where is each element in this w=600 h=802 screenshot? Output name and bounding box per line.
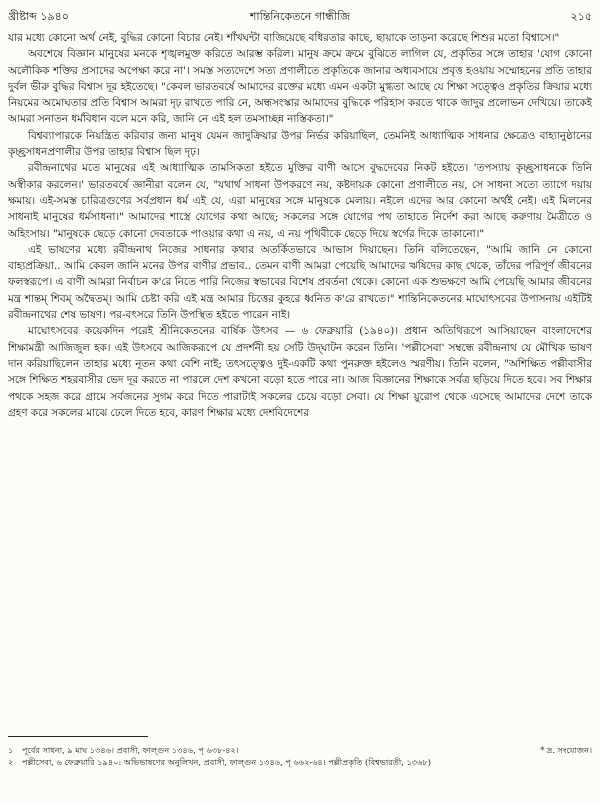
footnotes [8,744,592,768]
header-year: খ্রীষ্টাব্দ ১৯৪০ [8,10,69,23]
paragraph: বিশ্বব্যাপারকে নিয়ন্ত্রিত করিবার জন্য মানুষ যেমন জাদুক্রিয়ার উপর নির্ভর করিয়াছিল, তেমনিই আধ্যাত্মিক সাধনার ক্ষেত্রেও বাহ্যানুষ্ঠানের কৃচ্ছ্রসাধনপ্রণালীর উপর তাহার বিশ্বাস ছিল দৃঢ়। [8,129,592,159]
running-header [8,8,592,26]
footnote-divider [8,736,148,737]
header-title: শান্তিনিকেতনে গান্ধীজি [249,10,351,23]
paragraph: যার মধ্যে কোনো অর্থ নেই, বুদ্ধির কোনো বিচার নেই। শাঁখঘন্টা বাজিয়েছে বধিরতার কাছে, ছায়াকে তাড়না করেছে শিশুর মতো বিশ্বাসে।" [8,32,560,44]
footnote-number: ২ [8,757,14,767]
paragraph: অবশেষে বিজ্ঞান মানুষের মনকে শৃঙ্খলমুক্ত করিতে আরম্ভ করিল। মানুষ ক্রমে ক্রমে বুঝিতে লাগিল যে, প্রকৃতির সঙ্গে তাহার 'যোগ কোনো অলৌকিক শক্তির প্রসাদের অপেক্ষা করে না'। সমস্ত সত্যদেশে সত্য প্রণালীতে প্রকৃতিকে জানার অধ্যবসায়ে প্রবৃত্ত হওয়ায় সম্মোহনের প্রতি তাহার দুর্বল ভীরু বুদ্ধির বিশ্বাস দূর হইতেছে। "কেবল ভারতবর্ষে আমাদের রক্তের মধ্যে এমন একটা মুগ্ধতা আছে যে শিক্ষা সত্ত্বেও প্রকৃতির ক্রিয়ার মধ্যে নিয়মের অমোঘতার প্রতি বিশ্বাস আমরা দৃঢ় রাখতে পারি নে, অন্ধসংস্কার আমাদের বুদ্ধিকে পরিহাস করতে থাকে জাদুর প্রলোভন দেখিয়ে। তাকেই আমরা সনাতন ধর্মবিধান বলে মনে করি, জানি নে এই হল তমসাচ্ছন্ন নাস্তিকতা।" [8,48,592,126]
main-text [8,30,592,730]
footnote-text: পূর্বের সাধনা, ৯ মাঘ ১৩৪৬। প্রবাসী, ফাল্গুন ১৩৪৬, পৃ ৬৩৮-৪২। [22,745,239,755]
paragraph: এই ভাষণের মধ্যে রবীন্দ্রনাথ নিজের সাধনার কথার অতর্কিতভাবে আভাস দিয়াছেন। তিনি বলিতেছেন, "আমি জানি নে কোনো বাহ্যপ্রক্রিয়া.. আমি কেবল জানি মনের উপর বাণীর প্রভাব.. তেমন বাণী আমরা পেয়েছি আমাদের ঋষিদের কাছ থেকে, তাঁদের পরিপূর্ণ জীবনের ফলস্বরূপে। এ বাণী আমরা নির্বাচন ক'রে নিতে পারি নিজের স্বভাবের বিশেষ প্রবর্তনা থেকে। কোনো এক শুভক্ষণে আমি পেয়েছি আমার জীবনের মন্ত্র শান্তম্ শিবম্ অদ্বৈতম্। আমি চেষ্টা করি এই মন্ত্র আমার চিত্তের কুহরে ধ্বনিত ক'রে রাখতে।" শান্তিনিকেতনের মাঘোৎসবের উপাসনায় এইটিই রবীন্দ্রনাথের শেষ ভাষণ। পর-বৎসরে তিনি উপস্থিত হইতে পারেন নাই। [8,243,592,322]
paragraph: রবীন্দ্রনাথের মতে মানুষের এই আধ্যাত্মিক তামসিকতা হইতে মুক্তির বাণী আসে বুদ্ধদেবের নিকট হইতে। 'তপস্যায় কৃচ্ছ্রসাধনকে তিনি অস্বীকার করলেন।' ভারতবর্ষে জ্ঞানীরা বলেন যে, "যথার্থ সাধনা উপকরণে নয়, কষ্টদায়ক কোনো প্রণালীতে নয়, সে সাধনা সত্যে ত্যাগে দয়ায় ক্ষমায়। এই-সমস্ত চারিত্রগুণের সর্বপ্রধান ধর্ম এই যে, এরা মানুষের সঙ্গে মানুষকে মেলায়। নইলে এদের আর কোনো অর্থই নেই। এই মিলনের সাধনাই মানুষের ধর্মসাধনা।" আমাদের শাস্ত্রে যোগের কথা আছে; সকলের সঙ্গে যোগের পথ তাহাতে নির্দেশ করা আছে করুণায় মৈত্রীতে ও অহিংসায়। "মানুষকে ছেড়ে কোনো দেবতাকে পাওয়ার কথা এ নয়, এ নয় পৃথিবীকে ছেড়ে দিয়ে স্বর্গের দিকে তাকানো।" [8,162,592,240]
footnote [8,744,592,756]
footnote-number: ১ [8,745,14,755]
footnote-note: * দ্র. সংযোজন। [540,745,592,755]
paragraph: মাঘোৎসবের কয়েকদিন পরেই শ্রীনিকেতনের বার্ষিক উৎসব — ৬ ফেব্রুয়ারি (১৯৪০)। প্রধান অতিথিরূপে আসিয়াছেন বাংলাদেশের শিক্ষামন্ত্রী আজিজুল হক। এই উৎসবে আজিকরূপে যে প্রদর্শনী হয় সেটি উদ্‌ঘাটন করেন তিনি। 'পল্লীসেবা' সম্বন্ধে রবীন্দ্রনাথ যে মৌখিক ভাষণ দান করিয়াছিলেন তাহার মধ্যে নূতন কথা বেশি নাই; তৎসত্ত্বেও দুই-একটি কথা পুনরুক্ত হইলেও স্মরণীয়। তিনি বলেন, "অশিক্ষিত পল্লীবাসীর সঙ্গে শিক্ষিত শহরবাসীর ভেদ দূর করতে না পারলে দেশ কখনো বড়ো হতে পারে না। আজ বিজ্ঞানের শিক্ষাকে সর্বত্র ছড়িয়ে দিতে হবে। সব শিক্ষার পথকে সহজ করে গ্রামে সর্বজনের সুগম করে দিতে পারাটাই সকলের চেয়ে বড়ো সেবা। যে শিক্ষা য়ুরোপ থেকে এসেছে আমাদের দেশে তাকে গ্রহণ করে সকলের মাঝে ঢেলে দিতে হবে, কারণ শিক্ষার মধ্যে দেশবিদেশের [8,325,592,419]
page-number: ২১৫ [570,10,592,23]
footnote-text: পল্লীসেবা, ৬ ফেব্রুয়ারি ১৯৪০: অভিভাষণের অনুলিখন, প্রবাসী, ফাল্গুন ১৩৪৬, পৃ ৬৬২-৬৪। পল্লীপ্রকৃতি (বিশ্বভারতী, ১৩৬৮) [22,757,431,767]
footnote [8,756,592,768]
